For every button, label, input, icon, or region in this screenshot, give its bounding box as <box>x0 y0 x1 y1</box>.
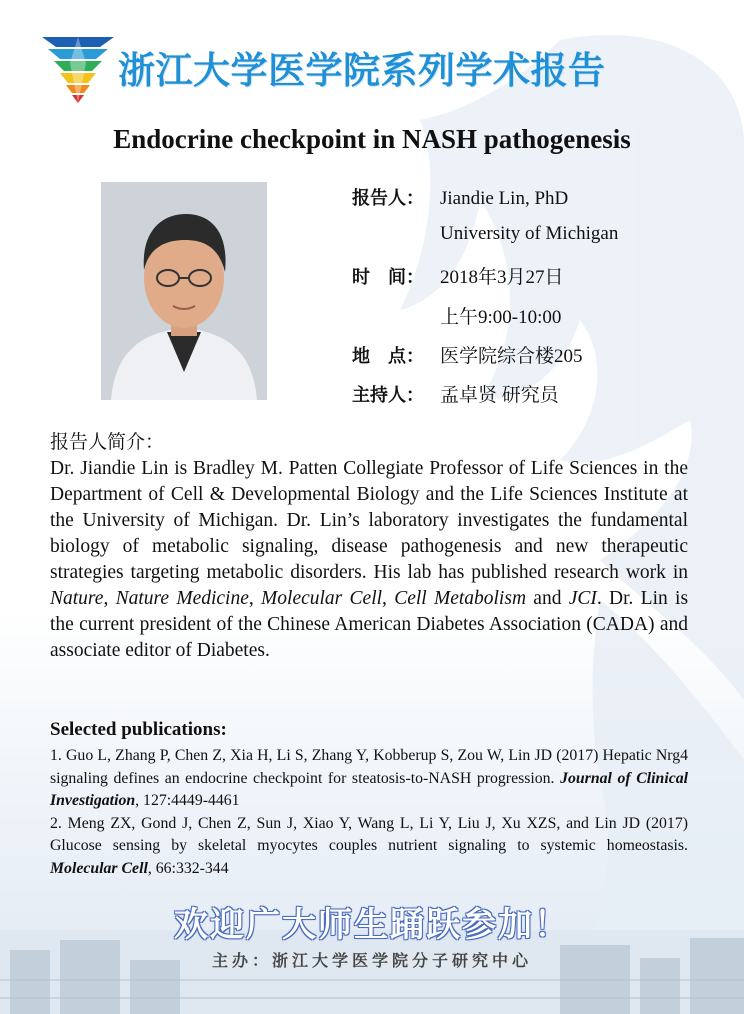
bio-sep-4: and <box>526 588 569 609</box>
journal-nature: Nature <box>50 588 104 609</box>
publication-1-text: 1. Guo L, Zhang P, Chen Z, Xia H, Li S, Zhang Y, Kobberup S, Zou W, Lin JD (2017) Hepatic Nrg4 signaling defines an endocrine checkpoint for steatosis-to-NASH progression. <box>50 747 688 787</box>
talk-date: 2018年3月27日 <box>440 267 564 288</box>
time-detail-row <box>440 302 561 329</box>
bio-sep-3: , <box>382 588 395 609</box>
talk-place: 医学院综合楼205 <box>440 346 583 367</box>
publication-1-journal: Journal of Clinical Investigation <box>50 769 689 809</box>
journal-jci: JCI <box>568 588 597 609</box>
speaker-name: Jiandie Lin, PhD <box>440 188 569 209</box>
publication-2-journal: Molecular Cell <box>50 859 148 877</box>
bio-sep-1: , <box>103 588 116 609</box>
place-label: 地 点： <box>352 346 424 367</box>
zju-logo-icon <box>40 33 116 105</box>
bio-heading: 报告人简介： <box>50 431 165 453</box>
bio-text-1: Dr. Jiandie Lin is Bradley M. Patten Collegiate Professor of Life Sciences in the Department of Cell & Developmental Biology and the Life Sciences Institute at the University of Michigan. Dr. Lin’s laboratory investigates the fundamental biology of metabolic signaling, disease pathogenesis and new therapeutic strategies targeting metabolic disorders. His lab has published research work in <box>50 458 688 583</box>
publication-1-tail: , 127:4449-4461 <box>135 792 240 809</box>
header-title: 浙江大学医学院系列学术报告 <box>118 49 606 92</box>
publication-item <box>50 813 688 881</box>
talk-title: Endocrine checkpoint in NASH pathogenesis <box>113 124 631 154</box>
publication-2-tail: , 66:332-344 <box>147 859 229 877</box>
footer-welcome: 欢迎广大师生踊跃参加！ <box>174 905 570 945</box>
publications-heading: Selected publications: <box>50 719 227 740</box>
speaker-portrait <box>101 182 267 400</box>
publication-2-text: 2. Meng ZX, Gond J, Chen Z, Sun J, Xiao Y, Wang L, Li Y, Liu J, Xu XZS, and Lin JD (2017) Glucose sensing by skeletal myocytes couples nutrient signaling to systemic homeostasis. <box>50 814 688 854</box>
time-label: 时 间： <box>352 267 424 288</box>
publications-list <box>50 745 688 880</box>
journal-cell-metabolism: Cell Metabolism <box>394 588 527 609</box>
footer-organizer: 主办：浙江大学医学院分子研究中心 <box>211 951 532 970</box>
time-row <box>352 262 564 289</box>
place-row <box>352 341 583 368</box>
speaker-affiliation: University of Michigan <box>440 223 619 244</box>
bio-text-2: . Dr. Lin is the current president of the Chinese American Diabetes Association (CADA) and associate editor of Diabetes. <box>50 588 689 661</box>
speaker-label: 报告人： <box>352 188 424 209</box>
host-label: 主持人： <box>352 385 424 406</box>
publication-item <box>50 745 688 813</box>
speaker-row <box>352 184 568 210</box>
bio-sep-2: , <box>248 588 262 609</box>
bio-paragraph <box>50 456 688 664</box>
affiliation-row <box>440 223 618 245</box>
talk-time: 上午9:00-10:00 <box>440 307 562 328</box>
journal-nature-medicine: Nature Medicine <box>115 588 249 609</box>
host-row <box>352 380 559 407</box>
talk-host: 孟卓贤 研究员 <box>440 385 559 406</box>
speaker-photo <box>101 182 267 400</box>
journal-molecular-cell: Molecular Cell <box>261 588 383 609</box>
